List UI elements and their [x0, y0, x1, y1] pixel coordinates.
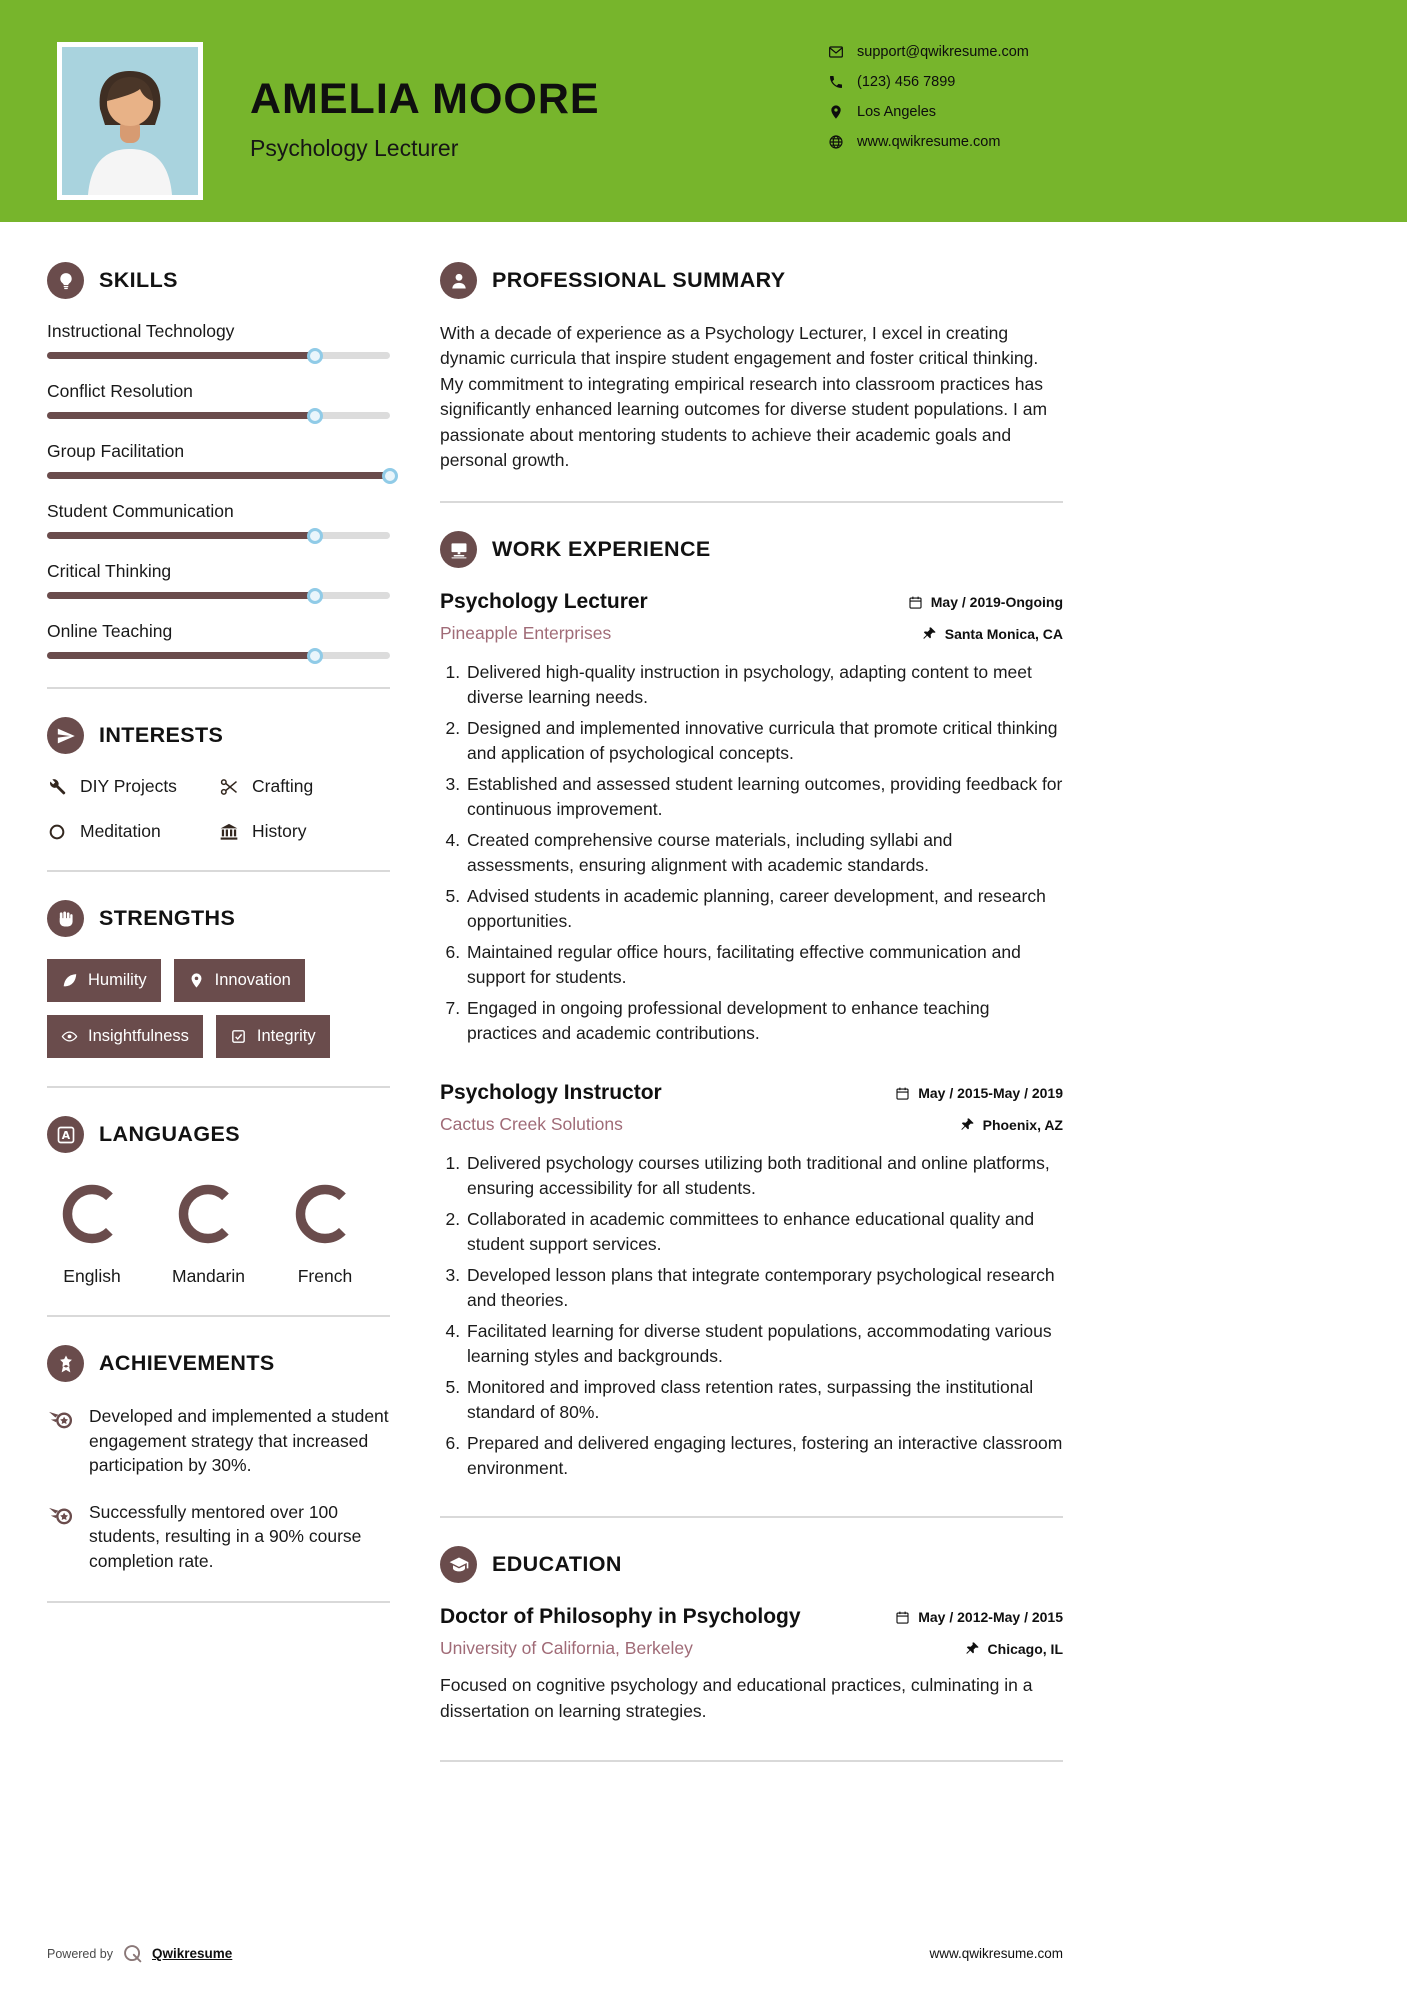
achievements-list: [47, 1404, 390, 1573]
candidate-title: Psychology Lecturer: [250, 135, 459, 161]
education-entry: [440, 1605, 1063, 1724]
skills-header: [47, 262, 390, 299]
education-header: [440, 1546, 1063, 1583]
summary-heading: PROFESSIONAL SUMMARY: [492, 268, 786, 292]
profile-photo-image: [62, 47, 198, 195]
contact-text: support@qwikresume.com: [857, 44, 1029, 60]
powered-by-text: Powered by: [47, 1946, 114, 1961]
skill-bar-track: [47, 532, 390, 539]
header-band: [0, 0, 1407, 222]
job-bullet: 6. Prepared and delivered engaging lectures, fostering an interactive classroom environment.: [465, 1431, 1063, 1480]
job-bullet: 3. Established and assessed student learning outcomes, providing feedback for continuous improvement.: [465, 772, 1063, 821]
brand-link[interactable]: Qwikresume: [152, 1946, 233, 1961]
summary-header: [440, 262, 1063, 299]
experience-section: [440, 531, 1063, 1518]
medal-icon: [47, 1502, 74, 1529]
skill-bar-track: [47, 652, 390, 659]
skill-bar-knob: [307, 348, 323, 364]
svg-text:A: A: [61, 1128, 70, 1142]
education-dates-text: May / 2012-May / 2015: [918, 1609, 1063, 1626]
contact-text: www.qwikresume.com: [857, 134, 1001, 150]
job-bullet: 7. Engaged in ongoing professional development to enhance teaching practices and academic contributions.: [465, 996, 1063, 1045]
strength-tag: [47, 1015, 203, 1058]
job-bullet: 5. Monitored and improved class retention rates, surpassing the institutional standard of 80%.: [465, 1375, 1063, 1424]
right-column: [440, 262, 1063, 1790]
map-pin-icon: [188, 972, 205, 989]
contact-item[interactable]: [828, 44, 1029, 60]
achievements-header: [47, 1345, 390, 1382]
job-bullet: 4. Created comprehensive course materials, including syllabi and assessments, ensuring alignment with academic standards.: [465, 828, 1063, 877]
leaf-icon: [61, 972, 78, 989]
footer-site-url[interactable]: www.qwikresume.com: [929, 1946, 1063, 1961]
job-title: Psychology Instructor: [440, 1081, 662, 1105]
strength-label: Integrity: [256, 1027, 316, 1045]
interest-label: Meditation: [80, 821, 161, 841]
job-location-text: Santa Monica, CA: [944, 625, 1063, 642]
interest-item: [47, 821, 219, 842]
star-badge-icon: [47, 1345, 84, 1382]
school-name: University of California, Berkeley: [440, 1638, 693, 1659]
graduation-cap-icon: [440, 1546, 477, 1583]
skills-section: [47, 262, 390, 689]
skill-bar-fill: [47, 352, 315, 359]
contact-text: Los Angeles: [857, 104, 937, 120]
language-item: [59, 1181, 125, 1287]
skill-bar-track: [47, 472, 390, 479]
skill-bar-fill: [47, 592, 315, 599]
resume-body: [0, 222, 1063, 1790]
skill-bar-knob: [307, 588, 323, 604]
achievements-heading: ACHIEVEMENTS: [99, 1351, 275, 1375]
eye-icon: [61, 1028, 78, 1045]
job-bullet: 5. Advised students in academic planning, career development, and research opportunities.: [465, 884, 1063, 933]
person-icon: [440, 262, 477, 299]
language-gauge: [59, 1181, 125, 1247]
degree-title: Doctor of Philosophy in Psychology: [440, 1605, 801, 1629]
job-bullets: [440, 660, 1063, 1045]
skill-bar-knob: [382, 468, 398, 484]
contact-list: [828, 44, 1029, 150]
education-location-text: Chicago, IL: [987, 1640, 1063, 1657]
job-location: [922, 626, 1063, 642]
interest-label: History: [252, 821, 307, 841]
job-company-row: [440, 1114, 1063, 1135]
identity-block: [250, 75, 600, 162]
interests-section: [47, 717, 390, 872]
languages-header: [47, 1116, 390, 1153]
wrench-icon: [47, 777, 67, 797]
language-item: [172, 1181, 245, 1287]
strength-label: Insightfulness: [88, 1027, 189, 1045]
languages-heading: LANGUAGES: [99, 1122, 240, 1146]
job-entry: [440, 590, 1063, 1045]
calendar-icon: [895, 1086, 910, 1101]
education-title-row: [440, 1605, 1063, 1629]
skill-item: [47, 381, 390, 419]
strengths-list: [47, 959, 390, 1058]
interest-item: [219, 776, 390, 797]
skill-label: Group Facilitation: [47, 441, 185, 461]
job-bullet: 2. Collaborated in academic committees to enhance educational quality and student support services.: [465, 1207, 1063, 1256]
strengths-section: [47, 900, 390, 1088]
education-list: [440, 1605, 1063, 1724]
phone-icon: [828, 74, 844, 90]
achievements-section: [47, 1345, 390, 1603]
strengths-heading: STRENGTHS: [99, 906, 236, 930]
footer: [47, 1943, 1063, 1964]
skill-item: [47, 441, 390, 479]
job-dates: [895, 1085, 1063, 1101]
achievement-item: [47, 1500, 390, 1574]
job-location: [960, 1117, 1063, 1133]
skill-label: Conflict Resolution: [47, 381, 193, 401]
workstation-icon: [440, 531, 477, 568]
languages-section: [47, 1116, 390, 1317]
strength-label: Innovation: [214, 971, 291, 989]
job-company-row: [440, 623, 1063, 644]
interests-list: [47, 776, 390, 842]
language-gauge: [292, 1181, 358, 1247]
company-name: Pineapple Enterprises: [440, 623, 612, 644]
education-section: [440, 1546, 1063, 1762]
calendar-icon: [895, 1610, 910, 1625]
candidate-name: AMELIA MOORE: [250, 75, 600, 123]
divider: [440, 1516, 1063, 1518]
skill-bar-track: [47, 592, 390, 599]
divider: [440, 1760, 1063, 1762]
job-bullet: 1. Delivered psychology courses utilizing both traditional and online platforms, ensuring accessibility for all students.: [465, 1151, 1063, 1200]
footer-brand-group: [47, 1943, 232, 1964]
company-name: Cactus Creek Solutions: [440, 1114, 623, 1135]
job-bullets: [440, 1151, 1063, 1480]
job-dates-text: May / 2019-Ongoing: [930, 594, 1063, 611]
scissors-icon: [219, 777, 239, 797]
skill-bar-fill: [47, 652, 315, 659]
skill-item: [47, 621, 390, 659]
skill-label: Instructional Technology: [47, 321, 235, 341]
language-item: [292, 1181, 358, 1287]
contact-text: (123) 456 7899: [857, 74, 956, 90]
strengths-header: [47, 900, 390, 937]
job-dates: [908, 594, 1063, 610]
job-title: Psychology Lecturer: [440, 590, 648, 614]
education-heading: EDUCATION: [492, 1552, 622, 1577]
job-title-row: [440, 1081, 1063, 1105]
interest-item: [47, 776, 219, 797]
skill-item: [47, 501, 390, 539]
skill-bar-knob: [307, 648, 323, 664]
calendar-icon: [908, 595, 923, 610]
contact-item[interactable]: [828, 74, 1029, 90]
pushpin-icon: [960, 1117, 975, 1132]
education-description: Focused on cognitive psychology and educational practices, culminating in a dissertation on learning strategies.: [440, 1675, 1033, 1721]
job-bullet: 4. Facilitated learning for diverse student populations, accommodating various learning styles and backgrounds.: [465, 1319, 1063, 1368]
divider: [47, 1086, 390, 1088]
languages-list: [47, 1175, 390, 1287]
fist-icon: [47, 900, 84, 937]
skill-bar-knob: [307, 528, 323, 544]
globe-icon: [828, 134, 844, 150]
language-label: Mandarin: [172, 1266, 245, 1286]
experience-header: [440, 531, 1063, 568]
divider: [47, 1601, 390, 1603]
skill-item: [47, 561, 390, 599]
skill-label: Student Communication: [47, 501, 234, 521]
profile-photo: [57, 42, 203, 200]
skill-bar-track: [47, 412, 390, 419]
job-bullet: 3. Developed lesson plans that integrate contemporary psychological research and theories.: [465, 1263, 1063, 1312]
summary-section: [440, 262, 1063, 503]
skill-bar-fill: [47, 472, 390, 479]
skill-bar-fill: [47, 412, 315, 419]
interests-heading: INTERESTS: [99, 723, 224, 747]
language-label: French: [297, 1266, 353, 1286]
job-bullet: 1. Delivered high-quality instruction in psychology, adapting content to meet diverse learning needs.: [465, 660, 1063, 709]
achievement-text: Developed and implemented a student engagement strategy that increased participation by 30%.: [89, 1406, 389, 1475]
skill-bar-knob: [307, 408, 323, 424]
checkbox-icon: [230, 1028, 247, 1045]
achievement-text: Successfully mentored over 100 students, resulting in a 90% course completion rate.: [89, 1501, 362, 1571]
summary-text: With a decade of experience as a Psychology Lecturer, I excel in creating dynamic curricula that inspire student engagement and foster critical thinking. My commitment to integrating empirical research into classroom practices has significantly enhanced learning outcomes for diverse student populations. I am passionate about mentoring students to achieve their academic goals and personal growth.: [440, 323, 1048, 470]
skill-label: Critical Thinking: [47, 561, 172, 581]
interest-label: Crafting: [252, 776, 314, 796]
job-list: [440, 590, 1063, 1480]
interests-header: [47, 717, 390, 754]
paper-plane-icon: [47, 717, 84, 754]
divider: [440, 501, 1063, 503]
job-bullet: 6. Maintained regular office hours, facilitating effective communication and support for students.: [465, 940, 1063, 989]
experience-heading: WORK EXPERIENCE: [492, 537, 711, 562]
strength-tag: [47, 959, 161, 1002]
skill-label: Online Teaching: [47, 621, 173, 641]
interest-item: [219, 821, 390, 842]
job-location-text: Phoenix, AZ: [982, 1116, 1063, 1133]
lightbulb-icon: [47, 262, 84, 299]
divider: [47, 687, 390, 689]
language-label: English: [63, 1266, 121, 1286]
pushpin-icon: [965, 1641, 980, 1656]
contact-item[interactable]: [828, 104, 1029, 120]
medal-icon: [47, 1406, 74, 1433]
skills-heading: SKILLS: [99, 268, 178, 292]
skills-list: [47, 321, 390, 659]
contact-item[interactable]: [828, 134, 1029, 150]
translate-icon: [47, 1116, 84, 1153]
strength-tag: [174, 959, 305, 1002]
job-title-row: [440, 590, 1063, 614]
strength-tag: [216, 1015, 330, 1058]
education-dates: [895, 1609, 1063, 1625]
pushpin-icon: [922, 626, 937, 641]
job-entry: [440, 1081, 1063, 1480]
education-school-row: [440, 1638, 1063, 1659]
divider: [47, 870, 390, 872]
strength-label: Humility: [88, 971, 147, 989]
education-location: [965, 1641, 1063, 1657]
qwikresume-logo: [122, 1943, 143, 1964]
museum-icon: [219, 822, 239, 842]
interest-label: DIY Projects: [80, 776, 177, 796]
language-gauge: [175, 1181, 241, 1247]
job-dates-text: May / 2015-May / 2019: [918, 1085, 1063, 1102]
skill-bar-fill: [47, 532, 315, 539]
location-pin-icon: [828, 104, 844, 120]
skill-item: [47, 321, 390, 359]
skill-bar-track: [47, 352, 390, 359]
email-icon: [828, 44, 844, 60]
left-column: [47, 262, 390, 1790]
job-bullet: 2. Designed and implemented innovative curricula that promote critical thinking and application of psychological concepts.: [465, 716, 1063, 765]
circle-icon: [47, 822, 67, 842]
divider: [47, 1315, 390, 1317]
achievement-item: [47, 1404, 390, 1478]
